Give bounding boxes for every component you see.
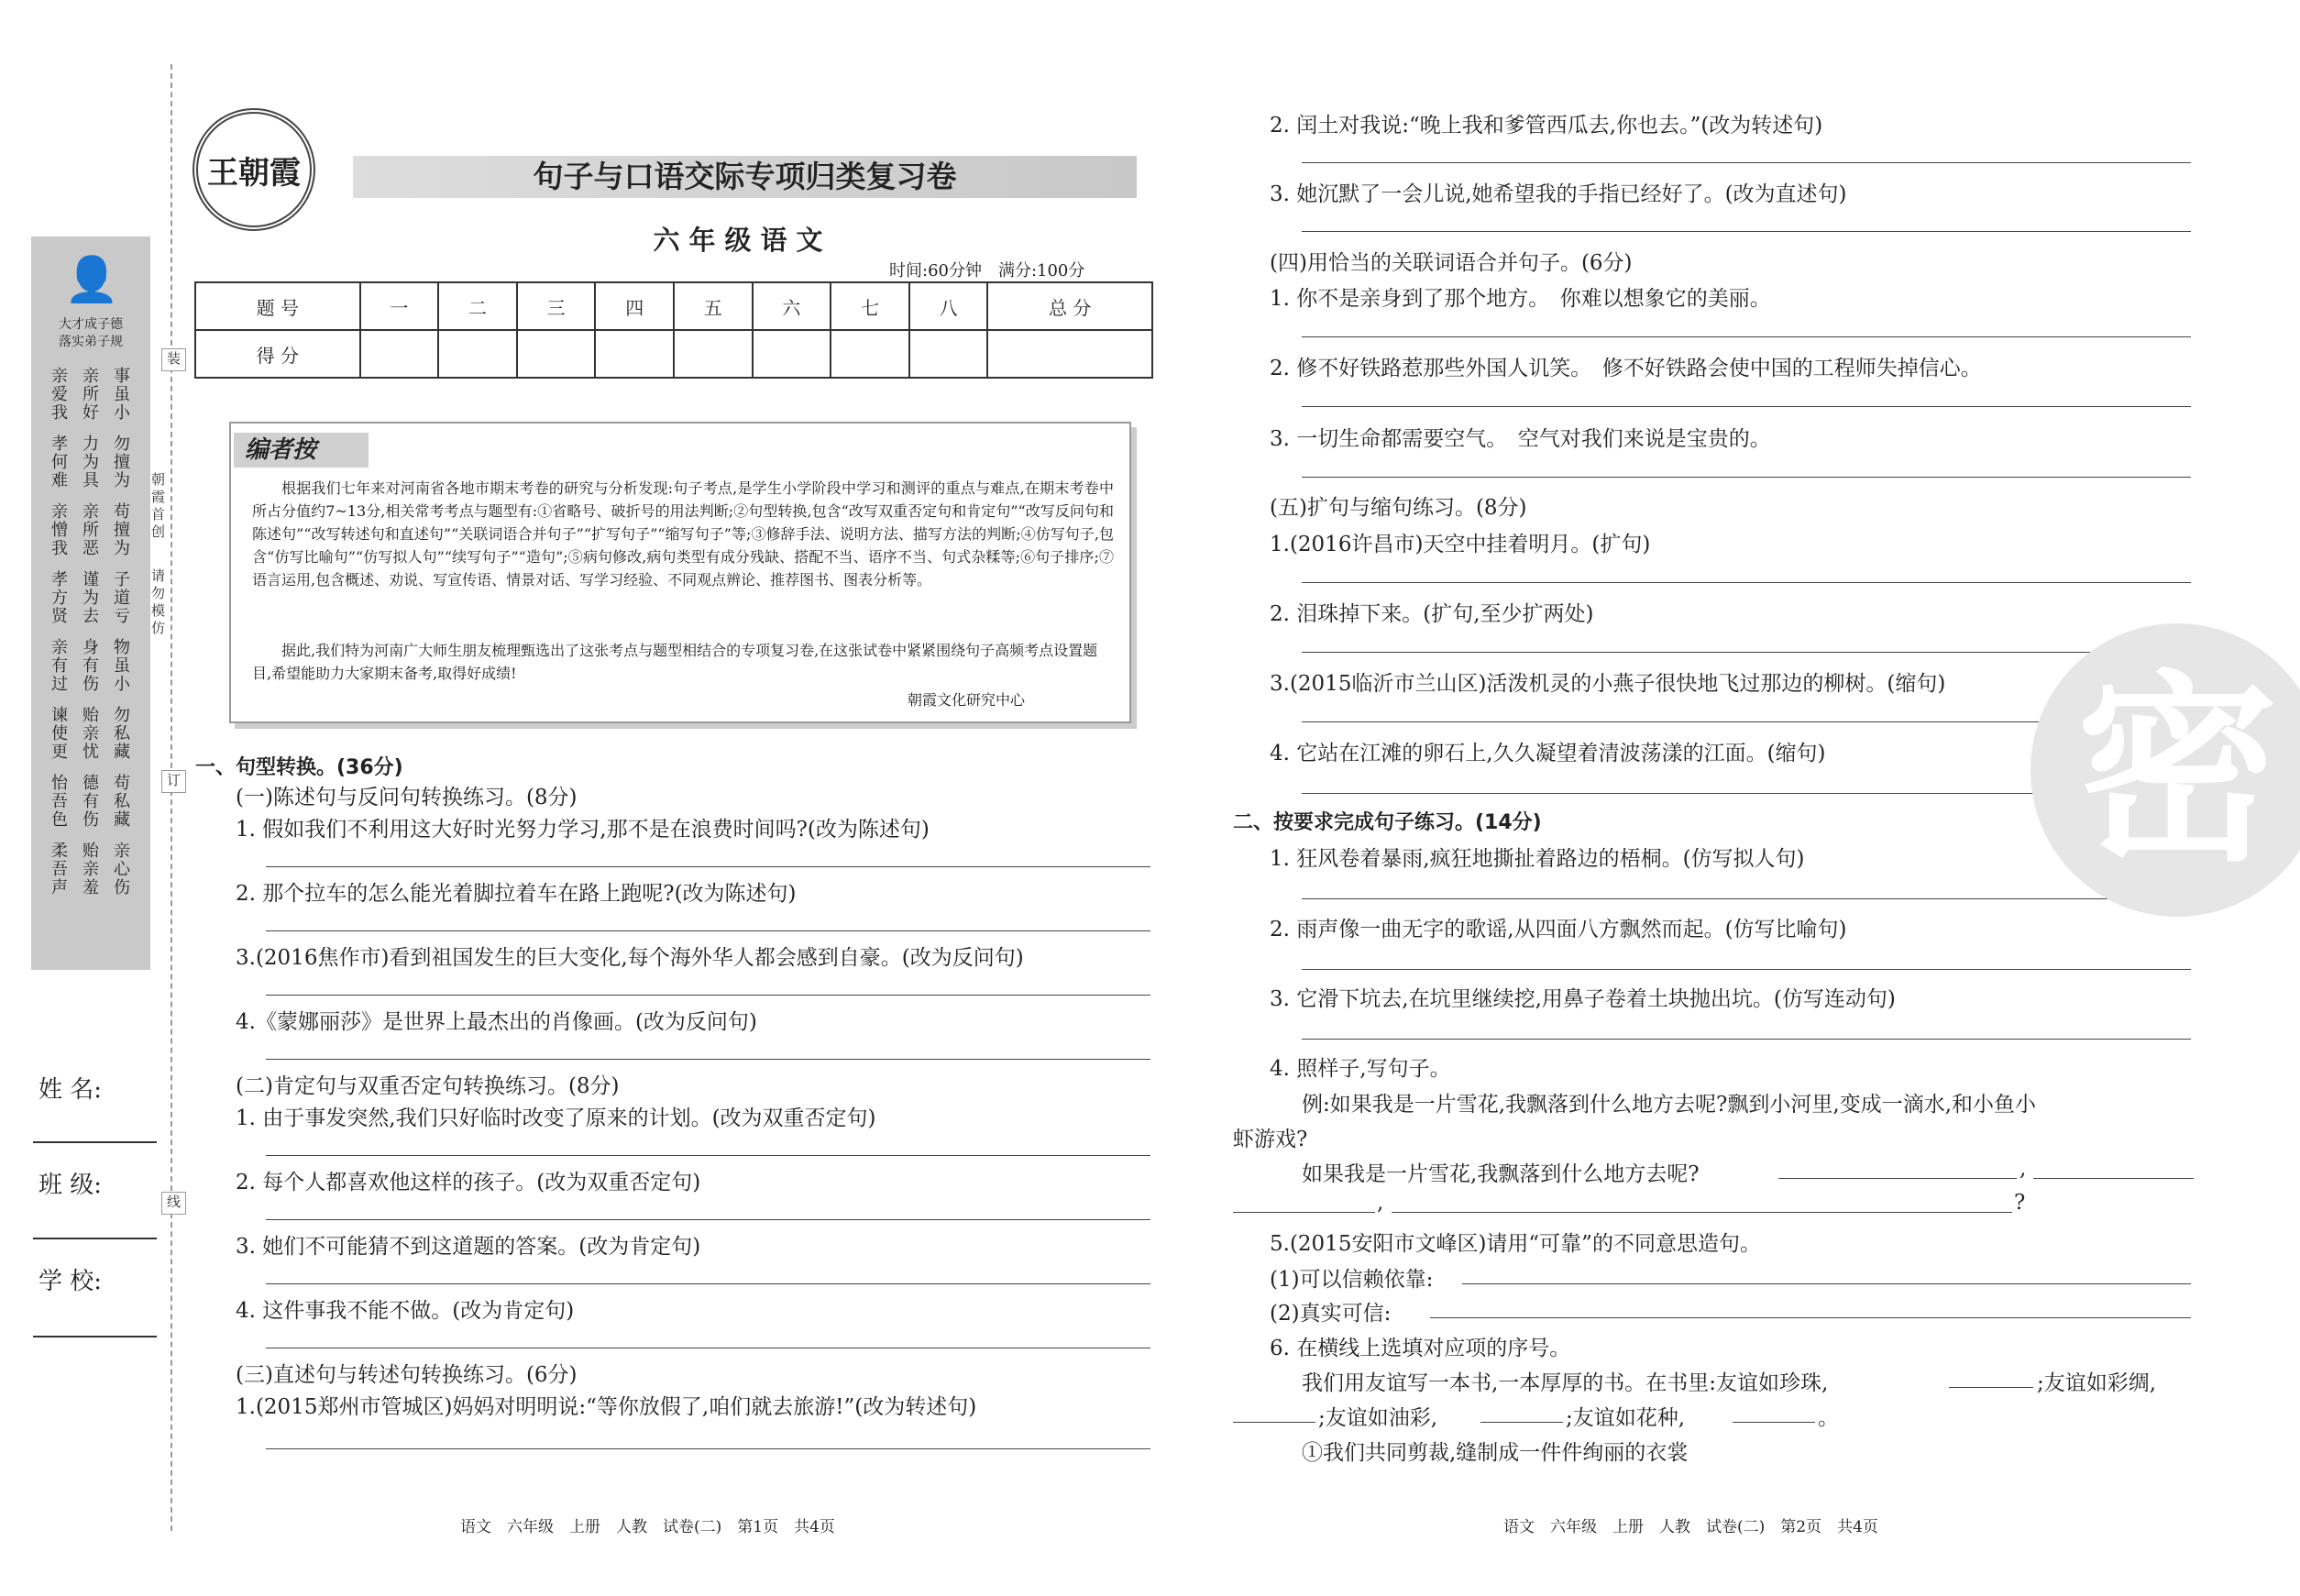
answer-line[interactable]	[1302, 1039, 2191, 1040]
motto-col: 苟私藏	[111, 774, 130, 829]
question: 3. 她沉默了一会儿说,她希望我的手指已经好了。(改为直述句)	[1270, 182, 1847, 206]
school-field[interactable]	[33, 1336, 157, 1337]
question: 1. 狂风卷着暴雨,疯狂地撕扯着路边的梧桐。(仿写拟人句)	[1270, 847, 1805, 871]
score-header-cell: 三	[517, 282, 596, 330]
score-header-cell: 六	[753, 282, 831, 330]
question: 1. 你不是亲身到了那个地方。 你难以想象它的美丽。	[1270, 287, 1771, 311]
answer-line[interactable]	[266, 1219, 1150, 1220]
answer-line[interactable]	[1302, 406, 2191, 407]
question: 2. 雨声像一曲无字的歌谣,从四面八方飘然而起。(仿写比喻句)	[1270, 918, 1847, 941]
answer-line[interactable]	[266, 1448, 1150, 1449]
score-cell[interactable]	[987, 330, 1152, 378]
watermark-seal: 密	[2030, 623, 2300, 917]
editor-note-para: 根据我们七年来对河南省各地市期末考卷的研究与分析发现:句子考点,是学生小学阶段中学习和测评的重点与难点,在期末考卷中所占分值约7~13分,相关常考考点与题型有:①省略号、破折号的用法判断;②句型转换,包含“改写双重否定句和肯定句”“改写反问句和陈述句”“改写转述句和直述句”“关联词语合并句子”“扩写句子”“缩写句子”等;③修辞手法、说明方法、描写方法的判断;④仿写句子,包含“仿写比喻句”“仿写拟人句”“续写句子”“造句”;⑤病句修改,病句类型有成分残缺、搭配不当、语序不当、句式杂糅等;⑥句子排序;⑦语言运用,包含概述、劝说、写宣传语、情景对话、写学习经验、不同观点辨论、推荐图书、图表分析等。	[252, 479, 1114, 589]
brand-logo: 王朝霞	[193, 108, 315, 231]
score-row	[195, 330, 1152, 378]
motto-col: 勿私藏	[111, 706, 130, 761]
question: 3. 一切生命都需要空气。 空气对我们来说是宝贵的。	[1270, 427, 1771, 451]
punctuation: 。	[1818, 1406, 1839, 1430]
question: 1.(2015郑州市管城区)妈妈对明明说:“等你放假了,咱们就去旅游!”(改为转述句)	[236, 1395, 977, 1419]
score-header-cell: 四	[595, 282, 674, 330]
page-title: 句子与口语交际专项归类复习卷	[533, 159, 957, 194]
example-text: 例:如果我是一片雪花,我飘落到什么地方去呢?飘到小河里,变成一滴水,和小鱼小	[1302, 1093, 2037, 1117]
score-cell[interactable]	[674, 330, 753, 378]
answer-blank[interactable]	[1233, 1422, 1315, 1423]
punctuation: ?	[2014, 1191, 2026, 1215]
sub-question: (2)真实可信:	[1270, 1302, 1392, 1326]
answer-blank[interactable]	[2033, 1178, 2194, 1179]
binding-mark: 装	[161, 348, 186, 371]
motto-col: 贻亲忧	[80, 706, 99, 761]
prompt-text: ;友谊如彩绸,	[2037, 1371, 2157, 1395]
subsection-heading: (四)用恰当的关联词语合并句子。(6分)	[1270, 251, 1633, 275]
answer-line[interactable]	[266, 1155, 1150, 1156]
binding-mark: 线	[161, 1192, 186, 1215]
answer-line[interactable]	[1302, 652, 2191, 653]
score-cell[interactable]	[438, 330, 517, 378]
answer-blank[interactable]	[1949, 1387, 2033, 1388]
prompt-text: 如果我是一片雪花,我飘落到什么地方去呢?	[1302, 1162, 1700, 1186]
score-header-cell: 总 分	[987, 282, 1152, 330]
question: 4. 它站在江滩的卵石上,久久凝望着清波荡漾的江面。(缩句)	[1270, 742, 1826, 765]
example-text: 虾游戏?	[1233, 1128, 1308, 1151]
question: 1. 由于事发突然,我们只好临时改变了原来的计划。(改为双重否定句)	[236, 1106, 876, 1130]
question: 3. 它滑下坑去,在坑里继续挖,用鼻子卷着土块抛出坑。(仿写连动句)	[1270, 987, 1896, 1011]
answer-line[interactable]	[1302, 898, 2191, 899]
motto-col: 贻亲羞	[80, 842, 99, 897]
motto-col: 怡吾色	[49, 774, 68, 829]
score-header-row	[195, 282, 1152, 330]
motto-col: 子道亏	[111, 570, 130, 625]
question: 1. 假如我们不利用这大好时光努力学习,那不是在浪费时间吗?(改为陈述句)	[236, 818, 930, 842]
answer-line[interactable]	[1302, 477, 2191, 478]
answer-line[interactable]	[266, 995, 1150, 996]
motto-col: 亲爱我	[49, 367, 68, 422]
answer-line[interactable]	[1430, 1317, 2191, 1318]
page-footer: 语文 六年级 上册 人教 试卷(二) 第2页 共4页	[1503, 1518, 1878, 1536]
answer-blank[interactable]	[1733, 1422, 1815, 1423]
editor-note-tag: 编者按	[234, 433, 369, 468]
question: 2. 泪珠掉下来。(扩句,至少扩两处)	[1270, 602, 1594, 626]
answer-line[interactable]	[266, 1059, 1150, 1060]
question: 2. 修不好铁路惹那些外国人讥笑。 修不好铁路会使中国的工程师失掉信心。	[1270, 357, 1982, 380]
answer-line[interactable]	[1302, 969, 2191, 970]
motto-col: 勿擅为	[111, 435, 130, 490]
prompt-text: 我们用友谊写一本书,一本厚厚的书。在书里:友谊如珍珠,	[1302, 1371, 1829, 1395]
motto-col: 身有伤	[80, 638, 99, 693]
prompt-text: ;友谊如油彩,	[1318, 1406, 1438, 1430]
answer-blank[interactable]	[1778, 1178, 2017, 1179]
answer-line[interactable]	[1302, 162, 2191, 163]
question: 2. 每个人都喜欢他这样的孩子。(改为双重否定句)	[236, 1171, 701, 1194]
motto-columns	[48, 367, 139, 909]
question: 3.(2016焦作市)看到祖国发生的巨大变化,每个海外华人都会感到自豪。(改为反问句)	[236, 946, 1024, 970]
question: 5.(2015安阳市文峰区)请用“可靠”的不同意思造句。	[1270, 1232, 1761, 1256]
motto-col: 孝方贤	[49, 570, 68, 625]
score-cell[interactable]	[909, 330, 988, 378]
motto-col: 德有伤	[80, 774, 99, 829]
question: 6. 在横线上选填对应项的序号。	[1270, 1337, 1571, 1360]
score-header-cell: 七	[831, 282, 909, 330]
answer-blank[interactable]	[1480, 1422, 1563, 1423]
score-header-cell: 八	[909, 282, 988, 330]
answer-line[interactable]	[266, 1283, 1150, 1284]
motto-col: 谏使更	[49, 706, 68, 761]
motto-col: 苟擅为	[111, 502, 130, 557]
question: 3.(2015临沂市兰山区)活泼机灵的小燕子很快地飞过那边的柳树。(缩句)	[1270, 672, 1946, 696]
question: 4. 这件事我不能不做。(改为肯定句)	[236, 1299, 575, 1323]
option-text: ①我们共同剪裁,缝制成一件件绚丽的衣裳	[1302, 1441, 1689, 1465]
score-table	[194, 281, 1153, 379]
question: 4.《蒙娜丽莎》是世界上最杰出的肖像画。(改为反问句)	[236, 1010, 757, 1034]
motto-col: 亲有过	[49, 638, 68, 693]
page-footer: 语文 六年级 上册 人教 试卷(二) 第1页 共4页	[460, 1518, 835, 1536]
answer-line[interactable]	[266, 866, 1150, 867]
editor-note-para: 据此,我们特为河南广大师生朋友梳理甄选出了这张考点与题型相结合的专项复习卷,在这张试卷中紧紧围绕句子高频考点设置题目,希望能助力大家期末备考,取得好成绩!	[252, 642, 1098, 682]
class-label: 班 级:	[39, 1172, 103, 1199]
question: 3. 她们不可能猜不到这道题的答案。(改为肯定句)	[236, 1235, 701, 1259]
motto-col: 孝何难	[49, 435, 68, 490]
subsection-heading: (二)肯定句与双重否定句转换练习。(8分)	[236, 1074, 620, 1098]
answer-blank[interactable]	[1392, 1212, 2012, 1213]
answer-line[interactable]	[1302, 582, 2191, 583]
question: 2. 闰土对我说:“晚上我和爹管西瓜去,你也去。”(改为转述句)	[1270, 114, 1823, 138]
motto-col: 亲所好	[80, 367, 99, 422]
motto-col: 谨为去	[80, 570, 99, 625]
score-header-cell: 一	[360, 282, 439, 330]
subsection-heading: (一)陈述句与反问句转换练习。(8分)	[236, 786, 578, 809]
score-header-cell: 二	[438, 282, 517, 330]
subsection-heading: (五)扩句与缩句练习。(8分)	[1270, 496, 1527, 520]
answer-blank[interactable]	[1233, 1212, 1375, 1213]
answer-line[interactable]	[266, 930, 1150, 931]
section-heading: 一、句型转换。(36分)	[195, 756, 403, 779]
binding-mark: 订	[161, 770, 186, 793]
subsection-heading: (三)直述句与转述句转换练习。(6分)	[236, 1363, 578, 1387]
class-field[interactable]	[33, 1238, 157, 1239]
margin-text: 朝霞首创	[149, 472, 166, 542]
margin-text: 请勿模仿	[149, 568, 166, 638]
motto-col: 物虽小	[111, 638, 130, 693]
motto-col: 柔吾声	[49, 842, 68, 897]
exam-meta: 时间:60分钟 满分:100分	[889, 261, 1085, 281]
answer-line[interactable]	[1302, 336, 2191, 337]
score-cell[interactable]	[831, 330, 909, 378]
score-cell[interactable]	[753, 330, 831, 378]
motto-col: 亲心伤	[111, 842, 130, 897]
binding-line	[171, 64, 172, 1531]
answer-line[interactable]	[1462, 1283, 2191, 1284]
punctuation: ,	[2019, 1157, 2027, 1181]
motto-line: 落实弟子规	[59, 335, 123, 349]
prompt-text: ;友谊如花种,	[1566, 1406, 1686, 1430]
punctuation: ,	[1377, 1191, 1384, 1215]
score-row-label: 得 分	[195, 330, 360, 378]
motto-line: 大才成子德	[59, 317, 123, 332]
score-cell[interactable]	[360, 330, 439, 378]
score-cell[interactable]	[595, 330, 674, 378]
motto-col: 事虽小	[111, 367, 130, 422]
question: 1.(2016许昌市)天空中挂着明月。(扩句)	[1270, 533, 1651, 556]
answer-line[interactable]	[1302, 231, 2191, 232]
name-field[interactable]	[33, 1141, 157, 1143]
school-label: 学 校:	[39, 1268, 103, 1295]
name-label: 姓 名:	[39, 1076, 103, 1104]
page-subtitle: 六年级语文	[653, 225, 832, 256]
score-header-cell: 五	[674, 282, 753, 330]
score-cell[interactable]	[517, 330, 596, 378]
question: 2. 那个拉车的怎么能光着脚拉着车在路上跑呢?(改为陈述句)	[236, 882, 797, 906]
motto-col: 亲所恶	[80, 502, 99, 557]
motto	[37, 316, 145, 351]
scholar-figure-icon: 👤	[64, 254, 119, 305]
question: 4. 照样子,写句子。	[1270, 1057, 1451, 1081]
motto-col: 亲憎我	[49, 502, 68, 557]
motto-col: 力为具	[80, 435, 99, 490]
editor-note-signature: 朝霞文化研究中心	[908, 691, 1026, 709]
sub-question: (1)可以信赖依靠:	[1270, 1268, 1434, 1292]
score-header-cell: 题 号	[195, 282, 360, 330]
section-heading: 二、按要求完成句子练习。(14分)	[1233, 811, 1542, 834]
